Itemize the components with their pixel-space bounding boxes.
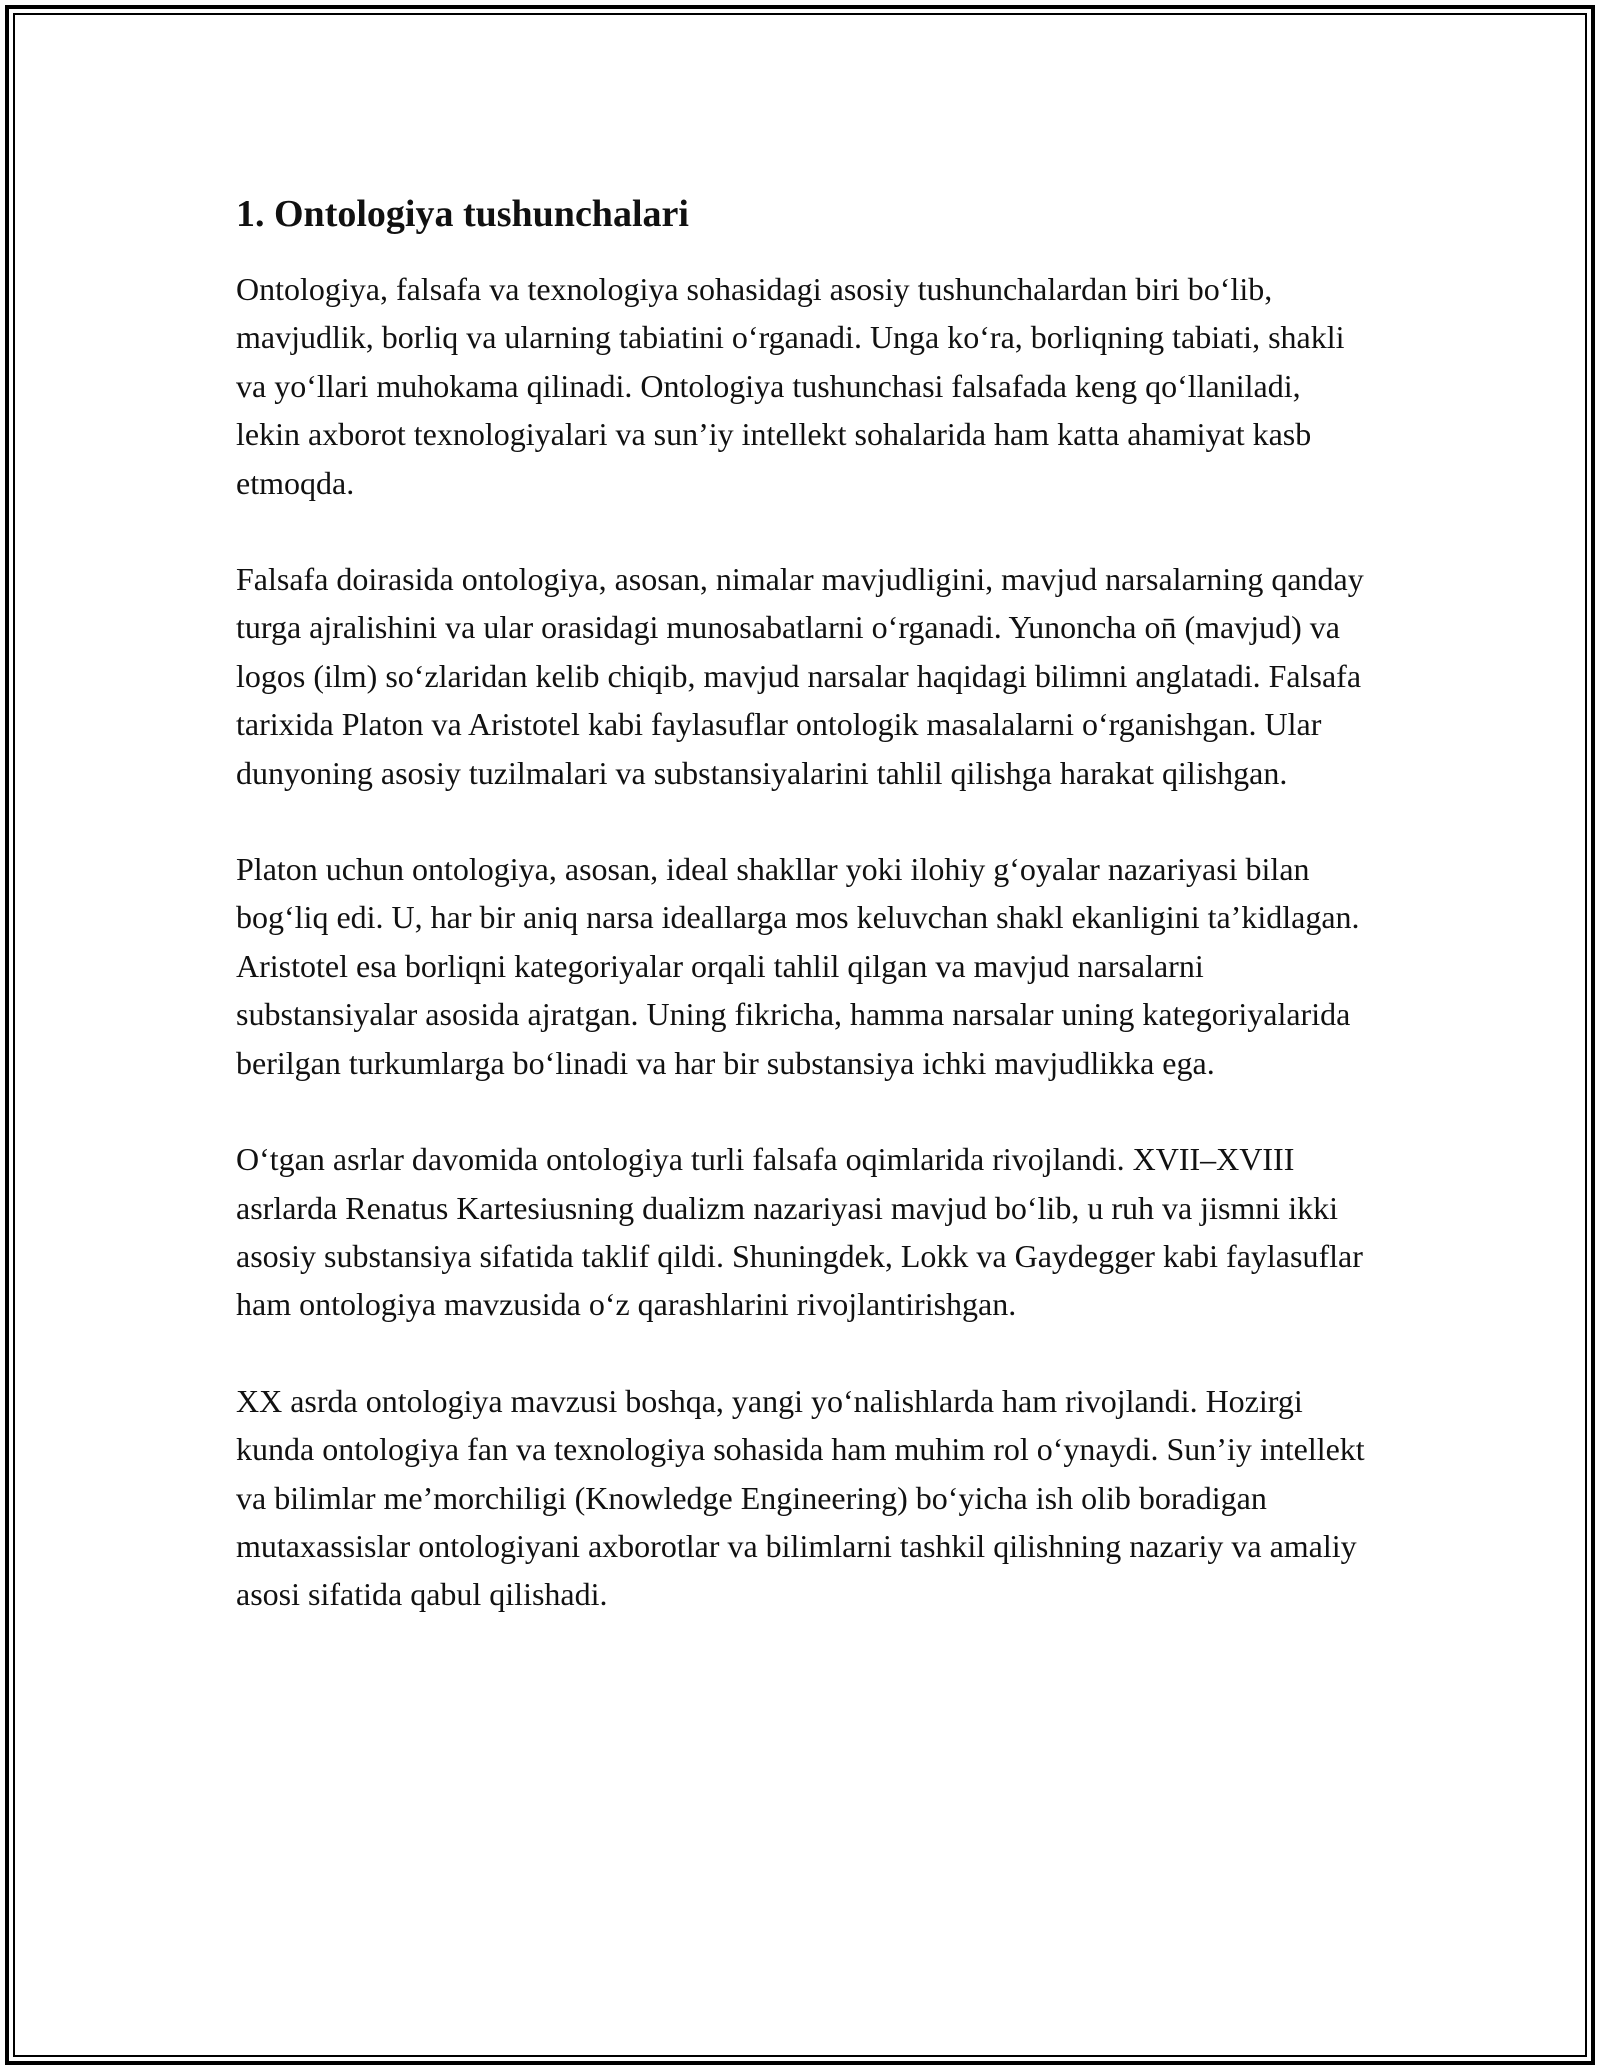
paragraph-4: O‘tgan asrlar davomida ontologiya turli falsafa oqimlarida rivojlandi. XVII–XVIII asrlarda Renatus Kartesiusning dualizm nazariyasi mavjud bo‘lib, u ruh va jismni ikki asosiy substansiya sifatida taklif qildi. Shuningdek, Lokk va Gaydegger kabi faylasuflar ham ontologiya mavzusida o‘z qarashlarini rivojlantirishgan. [236, 1141, 1363, 1323]
document-body [236, 183, 1366, 1667]
paragraph-3: Platon uchun ontologiya, asosan, ideal shakllar yoki ilohiy g‘oyalar nazariyasi bilan bog‘liq edi. U, har bir aniq narsa ideallarga mos keluvchan shakl ekanligini ta’kidlagan. Aristotel esa borliqni kategoriyalar orqali tahlil qilgan va mavjud narsalarni substansiyalar asosida ajratgan. Uning fikricha, hamma narsalar uning kategoriyalarida berilgan turkumlarga bo‘linadi va har bir substansiya ichki mavjudlikka ega. [236, 851, 1360, 1081]
section-heading: 1. Ontologiya tushunchalari [236, 193, 689, 235]
paragraph-5: XX asrda ontologiya mavzusi boshqa, yangi yo‘nalishlarda ham rivojlandi. Hozirgi kunda ontologiya fan va texnologiya sohasida ham muhim rol o‘ynaydi. Sun’iy intellekt va bilimlar me’morchiligi (Knowledge Engineering) bo‘yicha ish olib boradigan mutaxassislar ontologiyani axborotlar va bilimlarni tashkil qilishning nazariy va amaliy asosi sifatida qabul qilishadi. [236, 1382, 1365, 1613]
paragraph-2: Falsafa doirasida ontologiya, asosan, nimalar mavjudligini, mavjud narsalarning qanday turga ajralishini va ular orasidagi munosabatlarni o‘rganadi. Yunoncha on̄ (mavjud) va logos (ilm) so‘zlaridan kelib chiqib, mavjud narsalar haqidagi bilimni anglatadi. Falsafa tarixida Platon va Aristotel kabi faylasuflar ontologik masalalarni o‘rganishgan. Ular dunyoning asosiy tuzilmalari va substansiyalarini tahlil qilishga harakat qilishgan. [236, 561, 1364, 791]
paragraph-1: Ontologiya, falsafa va texnologiya sohasidagi asosiy tushunchalardan biri bo‘lib, mavjudlik, borliq va ularning tabiatini o‘rganadi. Unga ko‘ra, borliqning tabiati, shakli va yo‘llari muhokama qilinadi. Ontologiya tushunchasi falsafada keng qo‘llaniladi, lekin axborot texnologiyalari va sun’iy intellekt sohalarida ham katta ahamiyat kasb etmoqda. [236, 271, 1345, 501]
